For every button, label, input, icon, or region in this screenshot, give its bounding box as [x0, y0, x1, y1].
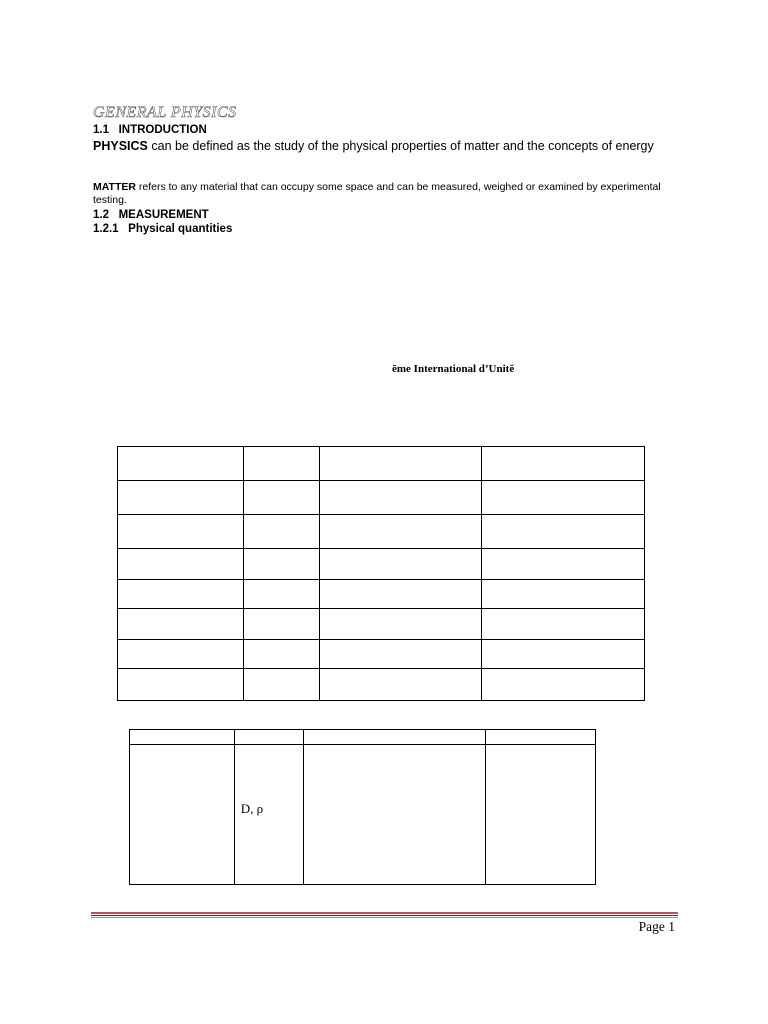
table-row [130, 745, 596, 885]
section-title: INTRODUCTION [118, 124, 207, 136]
physics-term: PHYSICS [93, 139, 148, 153]
section-title: Physical quantities [128, 223, 233, 235]
section-title: MEASUREMENT [118, 209, 209, 221]
table-cell [130, 730, 235, 745]
table-cell [244, 640, 320, 669]
derived-quantities-table [129, 729, 596, 885]
table-cell [486, 745, 596, 885]
footer-rule [91, 912, 678, 914]
section-1-2-heading [93, 209, 209, 221]
table-cell [482, 609, 645, 640]
table-cell [320, 515, 482, 549]
table-cell [118, 447, 244, 481]
table-row [118, 447, 645, 481]
table-row [118, 481, 645, 515]
table-row [118, 580, 645, 609]
table-cell [482, 515, 645, 549]
table-row [118, 609, 645, 640]
table-cell [118, 669, 244, 701]
table-row [118, 549, 645, 580]
footer-rule [91, 915, 678, 916]
table-cell [244, 580, 320, 609]
matter-definition-text: refers to any material that can occupy some space and can be measured, weighed or examined by experimental testing. [93, 181, 661, 206]
table-cell [244, 481, 320, 515]
table-cell [118, 481, 244, 515]
table-cell [244, 549, 320, 580]
table-cell [244, 669, 320, 701]
table-row [118, 669, 645, 701]
table-cell [118, 549, 244, 580]
table-row [118, 515, 645, 549]
table-cell [130, 745, 235, 885]
table-cell [118, 609, 244, 640]
page-number: Page 1 [638, 919, 675, 934]
table-cell [118, 640, 244, 669]
section-1-2-1-heading [93, 223, 232, 235]
section-number: 1.1 [93, 124, 109, 136]
table-cell [234, 730, 303, 745]
table-cell [234, 745, 303, 885]
table-row [130, 730, 596, 745]
section-1-1-heading [93, 124, 207, 136]
table-row [118, 640, 645, 669]
section-number: 1.2.1 [93, 223, 119, 235]
table-cell [320, 669, 482, 701]
table-cell [482, 669, 645, 701]
table-cell [118, 515, 244, 549]
table-cell [482, 640, 645, 669]
table-cell [303, 730, 486, 745]
physics-definition [93, 139, 654, 153]
section-number: 1.2 [93, 209, 109, 221]
table-cell [303, 745, 486, 885]
table-cell [244, 515, 320, 549]
si-units-text: ēme International d’Unitĕ [392, 363, 515, 375]
table-cell [482, 481, 645, 515]
table-cell [320, 609, 482, 640]
table-cell [482, 447, 645, 481]
table-cell [320, 447, 482, 481]
matter-term: MATTER [93, 181, 136, 193]
table-cell [244, 447, 320, 481]
table-cell [486, 730, 596, 745]
document-title: GENERAL PHYSICS [93, 104, 237, 121]
footer-rule [91, 917, 678, 918]
table-cell [320, 640, 482, 669]
table-cell [320, 580, 482, 609]
table-cell [482, 580, 645, 609]
table-cell [244, 609, 320, 640]
table-cell [320, 481, 482, 515]
quantities-table [117, 446, 645, 701]
density-symbols: D, ρ [240, 801, 264, 816]
table-cell [482, 549, 645, 580]
physics-definition-text: can be defined as the study of the physical properties of matter and the concepts of energy [147, 139, 654, 153]
table-cell [118, 580, 244, 609]
table-cell [320, 549, 482, 580]
matter-definition [93, 181, 673, 207]
